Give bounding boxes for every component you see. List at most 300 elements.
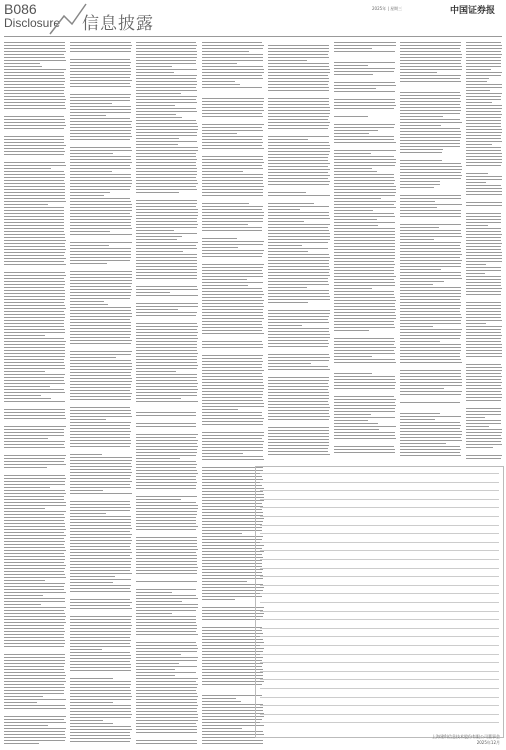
text-line [70,525,131,526]
text-line [4,607,66,608]
text-line [70,567,131,568]
text-line [136,540,197,541]
text-line [334,405,396,406]
text-line [202,203,249,204]
text-line [400,140,460,141]
text-line [70,658,131,659]
text-line [136,607,198,608]
text-line [4,401,65,402]
text-line [400,314,461,315]
text-line [334,388,395,389]
text-line [4,556,65,557]
text-line [136,592,172,593]
text-line [70,513,106,514]
text-line [268,419,329,420]
text-line [334,391,396,394]
text-line [466,141,502,142]
text-line [70,440,131,441]
text-line [400,172,461,173]
text-line [70,289,132,290]
text-line [268,227,328,228]
text-line [268,284,329,285]
text-line [202,48,263,49]
text-line [334,446,394,447]
text-line [136,625,197,626]
text-line [202,156,263,157]
text-line [400,452,460,453]
text-line [268,78,329,79]
text-line [202,107,263,108]
text-line [466,111,501,112]
text-line [466,435,501,436]
text-line [268,366,328,367]
text-line [136,546,197,547]
text-line [136,81,197,82]
text-line [400,362,462,363]
text-line [268,293,329,294]
text-line [70,354,131,355]
text-line [202,435,264,436]
text-line [136,663,179,664]
text-line [202,101,264,102]
text-line [136,275,197,276]
text-line [136,558,197,559]
text-line [466,370,502,371]
text-line [334,373,372,374]
text-line [466,411,501,412]
text-line [400,323,461,324]
text-line [334,108,394,109]
text-line [70,109,131,110]
text-line [70,466,132,467]
text-line [136,678,198,679]
text-line [400,293,461,294]
text-line [70,534,132,535]
text-line [466,291,501,292]
text-line [202,418,264,419]
text-line [4,78,65,79]
text-line [4,464,66,465]
text-line [268,349,330,352]
text-line [202,554,262,555]
text-line [70,112,131,113]
text-line [4,353,65,354]
text-line [136,426,196,427]
text-line [202,527,262,528]
text-line [4,255,64,256]
text-line [4,731,65,732]
text-line [400,143,460,144]
text-line [268,125,329,126]
text-line [70,646,131,647]
text-line [202,509,262,510]
text-line [400,320,461,321]
text-line [4,699,66,700]
text-line [70,222,131,223]
text-line [466,267,501,268]
text-line [400,302,461,303]
text-line [202,206,263,207]
text-line [4,432,64,433]
text-line [202,183,263,184]
text-line [70,522,131,523]
text-line [466,323,486,324]
text-line [70,245,109,246]
text-line [202,409,238,410]
text-line [400,299,460,300]
text-line [136,359,197,360]
text-line [268,48,329,49]
text-line [70,77,130,78]
text-line [268,346,328,347]
text-line [466,153,502,154]
text-line [4,678,65,679]
text-line [136,224,198,225]
text-line [136,209,198,210]
text-line [466,191,502,192]
text-line [268,427,329,428]
text-line [136,437,196,438]
text-line [4,523,65,524]
text-line [4,538,64,539]
text-line [400,359,461,360]
text-line [466,246,501,247]
text-line [466,426,489,427]
text-line [466,385,501,386]
text-line [202,482,263,483]
text-line [202,93,264,96]
text-line [466,159,502,160]
text-line [268,242,328,243]
text-line [400,272,461,273]
text-line [70,631,131,632]
text-line [136,714,198,715]
text-line [334,279,394,280]
text-line [400,42,461,43]
text-line [400,60,461,61]
text-line [202,666,262,667]
text-line [400,101,461,102]
text-line [466,341,501,342]
text-line [466,182,486,183]
text-line [466,276,501,277]
text-line [268,272,329,273]
text-line [334,285,395,286]
text-line [400,408,462,411]
text-line [466,84,502,85]
text-line [334,105,396,106]
text-line [70,469,131,470]
text-line [70,393,132,394]
text-line [202,506,263,507]
text-line [4,207,64,208]
text-line [466,188,502,189]
text-line [70,416,132,417]
text-line [4,125,66,126]
text-line [70,546,130,547]
text-line [136,705,198,706]
text-line [466,87,502,88]
footer [432,734,500,746]
text-line [136,523,196,524]
text-line [202,300,264,301]
page-code: B086 [4,1,37,17]
text-line [4,601,65,602]
text-line [136,529,196,530]
text-line [4,502,66,503]
text-line [400,419,435,420]
text-line [202,230,262,231]
text-line [4,174,65,175]
text-line [400,254,462,255]
text-line [70,493,132,494]
text-line [334,198,381,199]
text-line [334,71,394,72]
text-line [4,565,66,566]
text-line [268,248,328,249]
text-line [202,333,264,334]
text-line [70,507,131,508]
text-line [136,395,197,396]
text-line [334,458,396,460]
text-line [466,314,501,315]
text-line [70,634,131,635]
text-line [202,406,264,407]
text-line [70,678,113,679]
text-line [268,98,329,99]
text-line [268,81,329,82]
text-line [136,455,196,456]
text-line [334,150,396,151]
table-row [260,550,499,551]
text-line [4,42,65,43]
text-line [4,108,66,109]
text-line [202,247,238,248]
text-line [136,254,197,255]
text-line [202,189,263,190]
text-line [400,233,461,234]
text-line [268,251,308,252]
text-line [136,353,198,354]
text-line [136,631,196,632]
text-line [202,124,264,125]
text-line [70,198,130,199]
text-line [4,571,64,572]
text-line [202,110,264,111]
text-line [400,446,460,447]
text-line [268,281,328,282]
text-line [4,493,66,494]
text-line [334,382,396,383]
text-line [400,155,462,158]
text-line [466,441,501,442]
text-line [268,322,329,323]
text-line [70,537,131,538]
text-line [136,511,197,512]
text-line [202,215,264,216]
text-line [70,446,130,447]
text-line [268,169,330,170]
text-line [334,119,396,122]
text-line [136,78,196,79]
text-line [4,574,65,575]
text-line [136,473,198,474]
text-line [202,657,263,658]
text-line [136,461,196,462]
text-line [466,205,502,206]
text-line [136,245,196,246]
text-line [202,113,262,114]
text-line [466,156,502,157]
text-line [70,133,131,134]
text-line [334,159,396,160]
text-line [202,610,263,611]
text-line [466,138,501,139]
text-line [136,648,198,649]
text-line [334,99,395,100]
text-line [202,75,262,76]
text-line [202,291,263,292]
text-line [136,654,181,655]
text-line [136,502,196,503]
text-line [466,261,502,262]
text-line [70,228,132,229]
text-line [136,132,197,133]
text-line [4,418,66,419]
text-line [466,282,501,283]
text-line [4,122,65,123]
text-line [268,187,330,190]
text-line [202,63,237,64]
text-line [136,576,198,579]
text-line [400,224,461,225]
text-line [202,324,262,325]
text-line [202,397,262,398]
text-line [466,72,502,73]
text-line [70,519,131,520]
text-line [202,403,264,404]
text-line [4,592,66,593]
text-line [70,271,132,272]
text-line [400,92,460,93]
text-line [136,386,197,387]
text-line [202,581,247,582]
text-line [202,136,263,137]
text-line [400,263,461,264]
text-line [466,326,502,327]
text-line [4,553,64,554]
text-line [268,404,329,405]
text-line [334,65,368,66]
text-line [334,276,396,277]
text-line [70,286,131,287]
text-line [466,240,501,241]
text-line [400,149,443,150]
text-line [334,338,394,339]
text-line [334,142,396,143]
text-line [202,285,248,286]
text-line [136,637,198,640]
text-line [4,201,66,202]
text-line [70,201,131,202]
text-line [136,63,196,64]
text-line [202,84,240,85]
text-line [466,48,502,49]
text-line [70,313,132,314]
text-line [70,328,131,329]
text-line [202,491,263,492]
text-line [70,183,132,184]
text-line [4,598,65,599]
text-line [4,136,64,137]
issue-meta: 2025年 | 星期三 [372,6,403,11]
text-line [202,264,264,265]
text-line [334,411,395,412]
text-line [136,72,174,73]
text-line [136,642,196,643]
text-line [70,413,131,414]
text-line [268,93,330,96]
text-line [202,241,264,242]
text-line [466,197,502,200]
text-line [70,248,131,249]
text-line [202,542,262,543]
text-line [400,63,461,64]
text-line [70,687,130,688]
text-line [136,66,172,67]
text-line [400,308,460,309]
text-line [268,254,329,255]
text-line [334,420,368,421]
text-line [400,113,460,114]
text-line [268,178,328,179]
text-line [334,414,371,415]
text-line [136,666,197,667]
text-line [400,440,462,441]
text-line [4,380,64,381]
text-line [136,443,197,444]
text-line [70,390,130,391]
text-line [268,383,328,384]
text-line [136,344,197,345]
text-line [334,402,395,403]
text-line [466,135,501,136]
text-line [400,422,460,423]
text-line [466,320,502,321]
text-line [334,207,396,208]
text-line [400,413,440,414]
text-line [202,596,262,597]
text-line [70,260,130,261]
text-line [202,98,264,99]
text-line [268,209,300,210]
text-line [70,673,132,676]
text-line [4,586,64,587]
text-line [202,599,235,600]
text-line [4,693,64,694]
text-line [136,660,197,661]
text-line [334,441,396,444]
text-line [400,388,444,389]
text-line [4,508,45,509]
text-line [400,51,461,52]
text-line [268,290,329,291]
text-line [268,45,329,46]
text-line [136,508,198,509]
text-line [70,263,107,264]
text-line [334,246,395,247]
table-row [260,568,499,569]
